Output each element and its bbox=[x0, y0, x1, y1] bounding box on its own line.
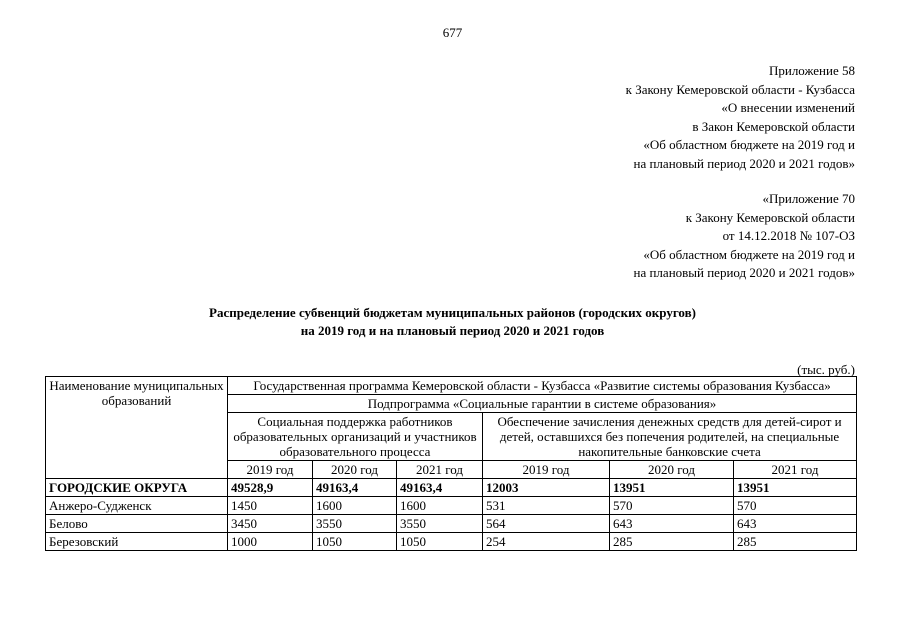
year-header: 2019 год bbox=[483, 461, 610, 479]
municipality-name: Анжеро-Судженск bbox=[46, 497, 228, 515]
municipality-header: Наименование муниципальных образований bbox=[46, 377, 228, 479]
value-cell: 12003 bbox=[483, 479, 610, 497]
value-cell: 564 bbox=[483, 515, 610, 533]
title-line: Распределение субвенций бюджетам муниципальных районов (городских округов) bbox=[209, 305, 696, 320]
table-row bbox=[46, 533, 857, 551]
value-cell: 3550 bbox=[313, 515, 397, 533]
table-row bbox=[46, 479, 857, 497]
value-cell: 49163,4 bbox=[313, 479, 397, 497]
municipality-name: Белово bbox=[46, 515, 228, 533]
annex-line: «Приложение 70 bbox=[762, 191, 855, 206]
annex-line: на плановый период 2020 и 2021 годов» bbox=[633, 265, 855, 280]
year-header: 2020 год bbox=[313, 461, 397, 479]
year-header: 2021 год bbox=[734, 461, 857, 479]
annex-line: «Об областном бюджете на 2019 год и bbox=[643, 246, 855, 262]
title-line: на 2019 год и на плановый период 2020 и 2021 годов bbox=[300, 323, 605, 338]
value-cell: 1000 bbox=[228, 533, 313, 551]
value-cell: 13951 bbox=[610, 479, 734, 497]
table-row bbox=[46, 515, 857, 533]
annex-70-reference bbox=[634, 190, 856, 283]
annex-line: «О внесении изменений bbox=[721, 100, 855, 115]
year-header: 2021 год bbox=[397, 461, 483, 479]
year-header: 2020 год bbox=[610, 461, 734, 479]
value-cell: 254 bbox=[483, 533, 610, 551]
units-label: (тыс. руб.) bbox=[797, 362, 855, 377]
subventions-table bbox=[45, 376, 857, 551]
value-cell: 1600 bbox=[313, 497, 397, 515]
table-row bbox=[46, 497, 857, 515]
value-cell: 285 bbox=[734, 533, 857, 551]
value-cell: 1050 bbox=[397, 533, 483, 551]
value-cell: 49163,4 bbox=[397, 479, 483, 497]
value-cell: 3550 bbox=[397, 515, 483, 533]
program-header: Государственная программа Кемеровской области - Кузбасса «Развитие системы образования Кузбасса» bbox=[228, 377, 857, 395]
value-cell: 531 bbox=[483, 497, 610, 515]
value-cell: 643 bbox=[610, 515, 734, 533]
value-cell: 49528,9 bbox=[228, 479, 313, 497]
value-cell: 285 bbox=[610, 533, 734, 551]
page-number: 677 bbox=[442, 25, 463, 40]
value-cell: 570 bbox=[734, 497, 857, 515]
value-cell: 3450 bbox=[228, 515, 313, 533]
orphan-accounts-header: Обеспечение зачисления денежных средств для детей-сирот и детей, оставшихся без попечения родителей, на специальные накопительные банковские счета bbox=[483, 413, 857, 461]
social-support-header: Социальная поддержка работников образовательных организаций и участников образовательного процесса bbox=[228, 413, 483, 461]
annex-line: от 14.12.2018 № 107-ОЗ bbox=[722, 228, 855, 243]
annex-58-reference bbox=[626, 62, 855, 173]
document-title bbox=[0, 304, 905, 340]
annex-line: «Об областном бюджете на 2019 год и bbox=[643, 137, 855, 152]
annex-line: на плановый период 2020 и 2021 годов» bbox=[633, 155, 855, 171]
value-cell: 570 bbox=[610, 497, 734, 515]
annex-line: Приложение 58 bbox=[768, 63, 855, 78]
value-cell: 1450 bbox=[228, 497, 313, 515]
annex-line: к Закону Кемеровской области - Кузбасса bbox=[625, 81, 855, 97]
value-cell: 1050 bbox=[313, 533, 397, 551]
subprogram-header: Подпрограмма «Социальные гарантии в системе образования» bbox=[228, 395, 857, 413]
municipality-name: Березовский bbox=[46, 533, 228, 551]
annex-line: к Закону Кемеровской области bbox=[685, 209, 855, 225]
value-cell: 13951 bbox=[734, 479, 857, 497]
value-cell: 643 bbox=[734, 515, 857, 533]
annex-line: в Закон Кемеровской области bbox=[692, 118, 855, 134]
municipality-name: ГОРОДСКИЕ ОКРУГА bbox=[46, 479, 228, 497]
year-header: 2019 год bbox=[228, 461, 313, 479]
value-cell: 1600 bbox=[397, 497, 483, 515]
